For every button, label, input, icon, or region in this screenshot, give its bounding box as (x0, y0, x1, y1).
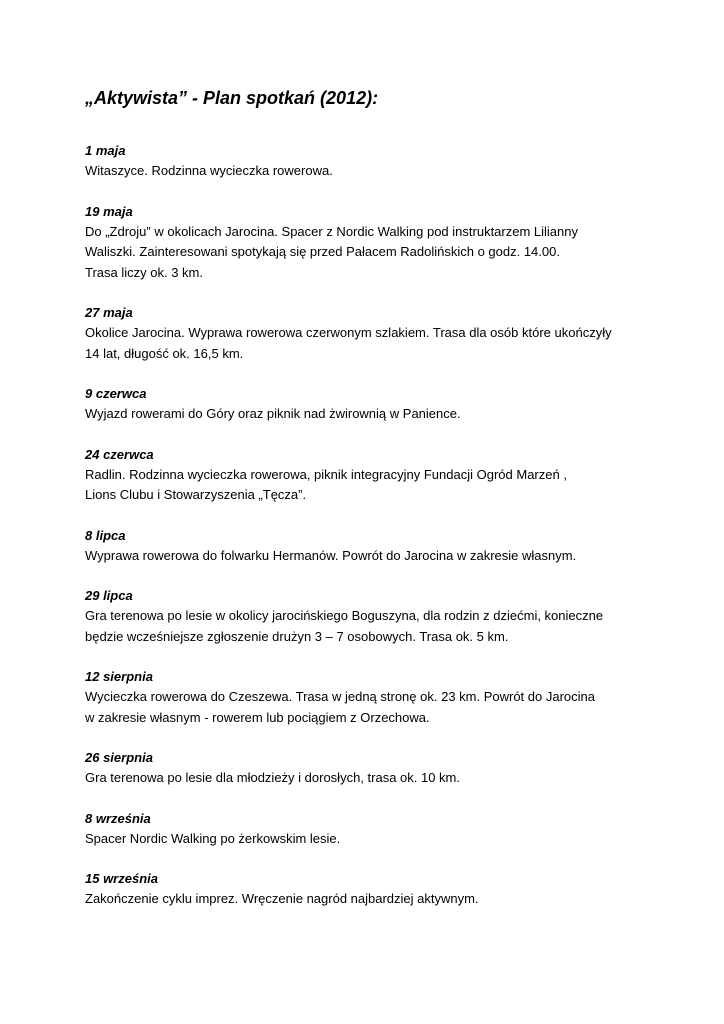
event-date: 24 czerwca (85, 446, 154, 462)
event-9-czerwca (85, 384, 685, 425)
event-date: 19 maja (85, 203, 133, 219)
event-date: 12 sierpnia (85, 669, 153, 684)
event-26-sierpnia (85, 748, 685, 789)
event-description-line: Gra terenowa po lesie dla młodzieży i dorosłych, trasa ok. 10 km. (85, 770, 461, 785)
event-date: 29 lipca (85, 588, 133, 603)
event-description-line: Okolice Jarocina. Wyprawa rowerowa czerwonym szlakiem. Trasa dla osób które ukończyły (85, 325, 612, 340)
event-1-maja (85, 141, 685, 182)
event-27-maja (85, 303, 685, 364)
event-date: 15 września (85, 871, 158, 886)
event-description-line: Lions Clubu i Stowarzyszenia „Tęcza”. (85, 487, 307, 502)
document-title: „Aktywista” - Plan spotkań (2012): (85, 88, 379, 108)
event-date: 26 sierpnia (85, 750, 153, 765)
event-29-lipca (85, 586, 685, 647)
event-8-wrzesnia (85, 809, 685, 850)
event-description-line: będzie wcześniejsze zgłoszenie drużyn 3 – 7 osobowych. Trasa ok. 5 km. (85, 628, 509, 644)
event-date: 27 maja (85, 305, 133, 320)
event-date: 8 lipca (85, 527, 126, 543)
event-date: 1 maja (85, 143, 126, 158)
event-8-lipca (85, 526, 685, 567)
event-date: 8 września (85, 810, 151, 826)
event-description-line: Zakończenie cyklu imprez. Wręczenie nagród najbardziej aktywnym. (85, 891, 479, 906)
event-15-wrzesnia (85, 869, 685, 910)
event-description-line: w zakresie własnym - rowerem lub pociągiem z Orzechowa. (85, 709, 430, 725)
event-description-line: Wyjazd rowerami do Góry oraz piknik nad żwirownią w Panience. (85, 406, 461, 421)
event-description-line: Waliszki. Zainteresowani spotykają się przed Pałacem Radolińskich o godz. 14.00. (85, 244, 560, 259)
event-19-maja (85, 202, 685, 284)
event-24-czerwca (85, 445, 685, 506)
event-description-line: Wyprawa rowerowa do folwarku Hermanów. Powrót do Jarocina w zakresie własnym. (85, 547, 577, 563)
event-12-sierpnia (85, 667, 685, 728)
event-description-line: Spacer Nordic Walking po żerkowskim lesie. (85, 830, 341, 846)
event-description-line: Gra terenowa po lesie w okolicy jarocińskiego Boguszyna, dla rodzin z dziećmi, konieczne (85, 608, 604, 623)
event-description-line: Witaszyce. Rodzinna wycieczka rowerowa. (85, 163, 333, 178)
document-page (85, 86, 685, 910)
event-description-line: Do „Zdroju” w okolicach Jarocina. Spacer z Nordic Walking pod instruktarzem Lilianny (85, 223, 578, 239)
event-description-line: Radlin. Rodzinna wycieczka rowerowa, piknik integracyjny Fundacji Ogród Marzeń , (85, 466, 567, 482)
event-description-line: Wycieczka rowerowa do Czeszewa. Trasa w jedną stronę ok. 23 km. Powrót do Jarocina (85, 689, 595, 704)
event-description-line: Trasa liczy ok. 3 km. (85, 264, 203, 280)
event-date: 9 czerwca (85, 386, 147, 401)
event-description-line: 14 lat, długość ok. 16,5 km. (85, 345, 244, 361)
